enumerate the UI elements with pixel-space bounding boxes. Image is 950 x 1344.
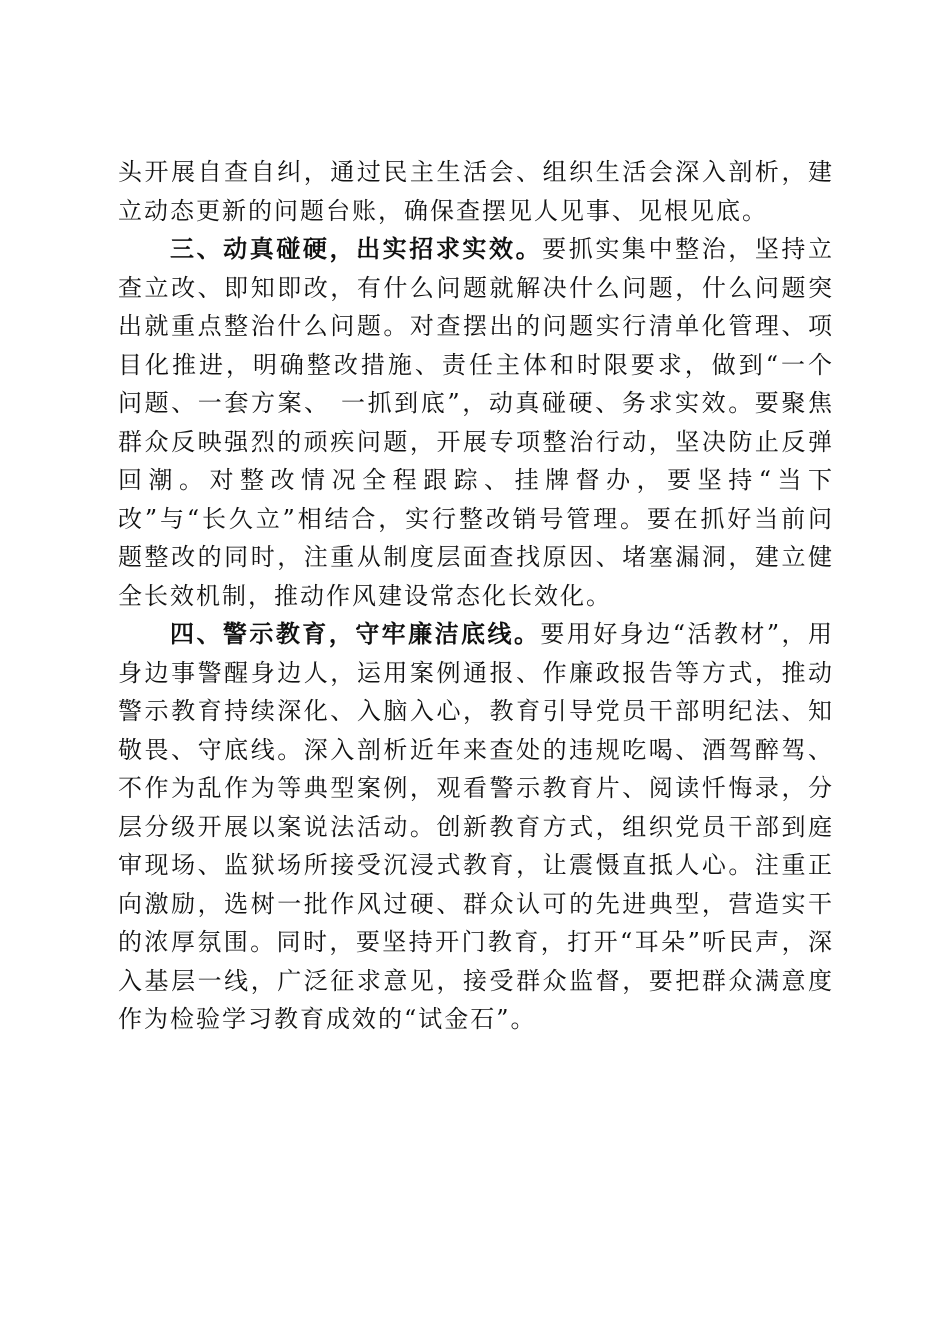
section-four-text: 要用好身边“活教材”，用身边事警醒身边人，运用案例通报、作廉政报告等方式，推动警示教育持续深化、入脑入心，教育引导党员干部明纪法、知敬畏、守底线。深入剖析近年来查处的违规吃喝、酒驾醉驾、不作为乱作为等典型案例，观看警示教育片、阅读忏悔录，分层分级开展以案说法活动。创新教育方式，组织党员干部到庭审现场、监狱场所接受沉浸式教育，让震慑直抵人心。注重正向激励，选树一批作风过硬、群众认可的先进典型，营造实干的浓厚氛围。同时，要坚持开门教育，打开“耳朵”听民声，深入基层一线，广泛征求意见，接受群众监督，要把群众满意度作为检验学习教育成效的“试金石”。 — [118, 620, 834, 1033]
document-body — [118, 153, 834, 1039]
paragraph-continuation — [118, 153, 834, 230]
section-three-text: 要抓实集中整治，坚持立查立改、即知即改，有什么问题就解决什么问题，什么问题突出就重点整治什么问题。对查摆出的问题实行清单化管理、项目化推进，明确整改措施、责任主体和时限要求，做到“一个问题、一套方案、 一抓到底”，动真碰硬、务求实效。要聚焦群众反映强烈的顽疾问题，开展专项整治行动，坚决防止反弹回潮。对整改情况全程跟踪、挂牌督办，要坚持“当下改”与“长久立”相结合，实行整改销号管理。要在抓好当前问题整改的同时，注重从制度层面查找原因、堵塞漏洞，建立健全长效机制，推动作风建设常态化长效化。 — [118, 235, 835, 610]
paragraph-section-four — [118, 615, 834, 1039]
section-four-heading: 四、警示教育，守牢廉洁底线。 — [170, 619, 541, 648]
paragraph-text: 头开展自查自纠，通过民主生活会、组织生活会深入剖析，建立动态更新的问题台账，确保查摆见人见事、见根见底。 — [118, 158, 834, 225]
paragraph-section-three — [118, 230, 834, 615]
section-three-heading: 三、动真碰硬，出实招求实效。 — [170, 234, 543, 263]
